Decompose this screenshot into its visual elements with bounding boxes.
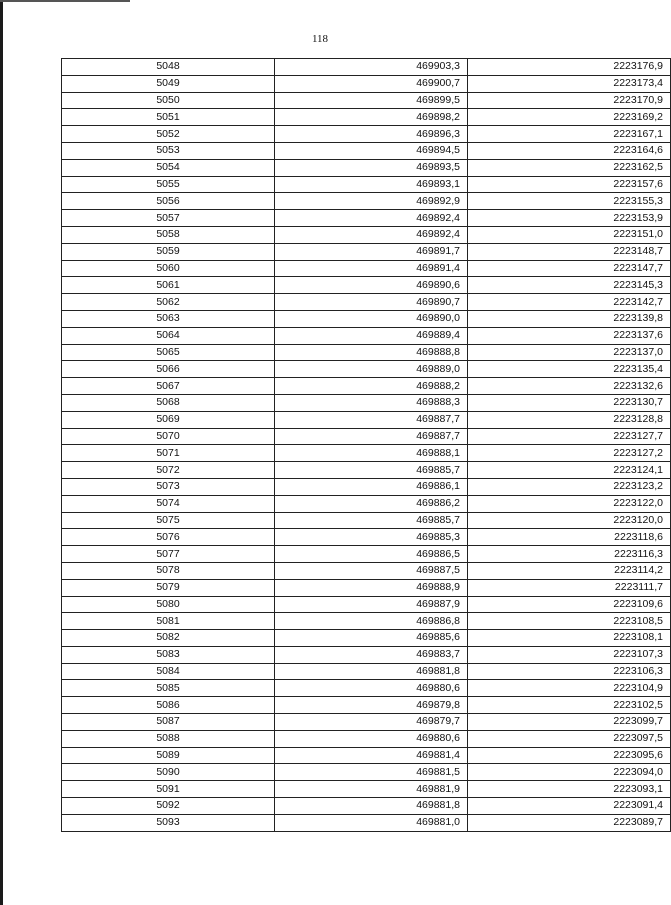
x-coordinate-cell: 469887,7 (275, 428, 468, 445)
x-coordinate-cell: 469891,7 (275, 243, 468, 260)
point-number-cell: 5085 (62, 680, 275, 697)
scan-top-edge (0, 0, 130, 2)
table-row (62, 394, 671, 411)
table-row (62, 445, 671, 462)
table-row (62, 327, 671, 344)
table-row (62, 764, 671, 781)
x-coordinate-cell: 469889,0 (275, 361, 468, 378)
x-coordinate-cell: 469887,7 (275, 411, 468, 428)
table-row (62, 344, 671, 361)
point-number-cell: 5083 (62, 646, 275, 663)
point-number-cell: 5074 (62, 495, 275, 512)
table-row (62, 243, 671, 260)
table-row (62, 310, 671, 327)
x-coordinate-cell: 469885,3 (275, 529, 468, 546)
y-coordinate-cell: 2223151,0 (468, 226, 671, 243)
table-row (62, 529, 671, 546)
y-coordinate-cell: 2223107,3 (468, 646, 671, 663)
table-row (62, 277, 671, 294)
x-coordinate-cell: 469883,7 (275, 646, 468, 663)
x-coordinate-cell: 469893,1 (275, 176, 468, 193)
y-coordinate-cell: 2223139,8 (468, 310, 671, 327)
x-coordinate-cell: 469890,6 (275, 277, 468, 294)
y-coordinate-cell: 2223111,7 (468, 579, 671, 596)
y-coordinate-cell: 2223173,4 (468, 75, 671, 92)
x-coordinate-cell: 469891,4 (275, 260, 468, 277)
y-coordinate-cell: 2223170,9 (468, 92, 671, 109)
table-row (62, 159, 671, 176)
table-row (62, 193, 671, 210)
table-row (62, 512, 671, 529)
table-row (62, 176, 671, 193)
point-number-cell: 5066 (62, 361, 275, 378)
y-coordinate-cell: 2223142,7 (468, 294, 671, 311)
x-coordinate-cell: 469890,7 (275, 294, 468, 311)
table-row (62, 596, 671, 613)
point-number-cell: 5087 (62, 714, 275, 731)
point-number-cell: 5054 (62, 159, 275, 176)
x-coordinate-cell: 469899,5 (275, 92, 468, 109)
y-coordinate-cell: 2223153,9 (468, 210, 671, 227)
table-row (62, 663, 671, 680)
table-row (62, 781, 671, 798)
point-number-cell: 5070 (62, 428, 275, 445)
y-coordinate-cell: 2223137,0 (468, 344, 671, 361)
table-row (62, 462, 671, 479)
table-row (62, 714, 671, 731)
table-row (62, 59, 671, 76)
x-coordinate-cell: 469881,5 (275, 764, 468, 781)
y-coordinate-cell: 2223120,0 (468, 512, 671, 529)
y-coordinate-cell: 2223127,7 (468, 428, 671, 445)
table-row (62, 92, 671, 109)
x-coordinate-cell: 469903,3 (275, 59, 468, 76)
y-coordinate-cell: 2223157,6 (468, 176, 671, 193)
point-number-cell: 5092 (62, 798, 275, 815)
table-row (62, 126, 671, 143)
point-number-cell: 5076 (62, 529, 275, 546)
point-number-cell: 5065 (62, 344, 275, 361)
x-coordinate-cell: 469885,7 (275, 462, 468, 479)
y-coordinate-cell: 2223095,6 (468, 747, 671, 764)
x-coordinate-cell: 469881,0 (275, 814, 468, 831)
x-coordinate-cell: 469881,4 (275, 747, 468, 764)
table-row (62, 613, 671, 630)
x-coordinate-cell: 469900,7 (275, 75, 468, 92)
x-coordinate-cell: 469880,6 (275, 680, 468, 697)
y-coordinate-cell: 2223169,2 (468, 109, 671, 126)
x-coordinate-cell: 469885,7 (275, 512, 468, 529)
point-number-cell: 5061 (62, 277, 275, 294)
point-number-cell: 5049 (62, 75, 275, 92)
table-row (62, 562, 671, 579)
x-coordinate-cell: 469886,1 (275, 478, 468, 495)
point-number-cell: 5069 (62, 411, 275, 428)
point-number-cell: 5071 (62, 445, 275, 462)
table-row (62, 680, 671, 697)
x-coordinate-cell: 469885,6 (275, 630, 468, 647)
point-number-cell: 5050 (62, 92, 275, 109)
table-row (62, 747, 671, 764)
point-number-cell: 5077 (62, 546, 275, 563)
x-coordinate-cell: 469880,6 (275, 730, 468, 747)
point-number-cell: 5082 (62, 630, 275, 647)
point-number-cell: 5075 (62, 512, 275, 529)
y-coordinate-cell: 2223116,3 (468, 546, 671, 563)
y-coordinate-cell: 2223132,6 (468, 378, 671, 395)
point-number-cell: 5080 (62, 596, 275, 613)
x-coordinate-cell: 469881,9 (275, 781, 468, 798)
y-coordinate-cell: 2223130,7 (468, 394, 671, 411)
point-number-cell: 5052 (62, 126, 275, 143)
x-coordinate-cell: 469887,5 (275, 562, 468, 579)
x-coordinate-cell: 469888,9 (275, 579, 468, 596)
y-coordinate-cell: 2223145,3 (468, 277, 671, 294)
x-coordinate-cell: 469888,2 (275, 378, 468, 395)
table-row (62, 646, 671, 663)
x-coordinate-cell: 469893,5 (275, 159, 468, 176)
x-coordinate-cell: 469892,4 (275, 210, 468, 227)
x-coordinate-cell: 469879,8 (275, 697, 468, 714)
x-coordinate-cell: 469879,7 (275, 714, 468, 731)
point-number-cell: 5086 (62, 697, 275, 714)
point-number-cell: 5072 (62, 462, 275, 479)
y-coordinate-cell: 2223124,1 (468, 462, 671, 479)
y-coordinate-cell: 2223102,5 (468, 697, 671, 714)
table-row (62, 546, 671, 563)
y-coordinate-cell: 2223108,1 (468, 630, 671, 647)
y-coordinate-cell: 2223148,7 (468, 243, 671, 260)
y-coordinate-cell: 2223135,4 (468, 361, 671, 378)
point-number-cell: 5064 (62, 327, 275, 344)
table-row (62, 478, 671, 495)
table-row (62, 210, 671, 227)
y-coordinate-cell: 2223108,5 (468, 613, 671, 630)
table-row (62, 109, 671, 126)
table-row (62, 630, 671, 647)
point-number-cell: 5089 (62, 747, 275, 764)
table-row (62, 428, 671, 445)
coordinates-table (61, 58, 671, 832)
point-number-cell: 5068 (62, 394, 275, 411)
point-number-cell: 5056 (62, 193, 275, 210)
point-number-cell: 5057 (62, 210, 275, 227)
y-coordinate-cell: 2223167,1 (468, 126, 671, 143)
y-coordinate-cell: 2223114,2 (468, 562, 671, 579)
point-number-cell: 5088 (62, 730, 275, 747)
y-coordinate-cell: 2223104,9 (468, 680, 671, 697)
y-coordinate-cell: 2223122,0 (468, 495, 671, 512)
x-coordinate-cell: 469887,9 (275, 596, 468, 613)
y-coordinate-cell: 2223106,3 (468, 663, 671, 680)
point-number-cell: 5084 (62, 663, 275, 680)
x-coordinate-cell: 469886,5 (275, 546, 468, 563)
x-coordinate-cell: 469881,8 (275, 798, 468, 815)
table-row (62, 378, 671, 395)
y-coordinate-cell: 2223128,8 (468, 411, 671, 428)
table-row (62, 260, 671, 277)
point-number-cell: 5081 (62, 613, 275, 630)
y-coordinate-cell: 2223147,7 (468, 260, 671, 277)
y-coordinate-cell: 2223162,5 (468, 159, 671, 176)
y-coordinate-cell: 2223091,4 (468, 798, 671, 815)
y-coordinate-cell: 2223109,6 (468, 596, 671, 613)
x-coordinate-cell: 469892,4 (275, 226, 468, 243)
point-number-cell: 5073 (62, 478, 275, 495)
x-coordinate-cell: 469890,0 (275, 310, 468, 327)
x-coordinate-cell: 469888,3 (275, 394, 468, 411)
table-row (62, 798, 671, 815)
table-row (62, 411, 671, 428)
point-number-cell: 5060 (62, 260, 275, 277)
point-number-cell: 5093 (62, 814, 275, 831)
y-coordinate-cell: 2223137,6 (468, 327, 671, 344)
y-coordinate-cell: 2223094,0 (468, 764, 671, 781)
table-row (62, 495, 671, 512)
point-number-cell: 5067 (62, 378, 275, 395)
x-coordinate-cell: 469888,8 (275, 344, 468, 361)
y-coordinate-cell: 2223089,7 (468, 814, 671, 831)
table-row (62, 142, 671, 159)
y-coordinate-cell: 2223127,2 (468, 445, 671, 462)
point-number-cell: 5090 (62, 764, 275, 781)
point-number-cell: 5048 (62, 59, 275, 76)
x-coordinate-cell: 469896,3 (275, 126, 468, 143)
x-coordinate-cell: 469894,5 (275, 142, 468, 159)
point-number-cell: 5079 (62, 579, 275, 596)
page-number: 118 (311, 33, 329, 45)
x-coordinate-cell: 469888,1 (275, 445, 468, 462)
y-coordinate-cell: 2223155,3 (468, 193, 671, 210)
table-row (62, 294, 671, 311)
y-coordinate-cell: 2223099,7 (468, 714, 671, 731)
scan-left-edge (0, 0, 3, 905)
table-row (62, 579, 671, 596)
y-coordinate-cell: 2223093,1 (468, 781, 671, 798)
x-coordinate-cell: 469886,8 (275, 613, 468, 630)
table-row (62, 814, 671, 831)
point-number-cell: 5059 (62, 243, 275, 260)
table-row (62, 361, 671, 378)
x-coordinate-cell: 469881,8 (275, 663, 468, 680)
y-coordinate-cell: 2223097,5 (468, 730, 671, 747)
point-number-cell: 5063 (62, 310, 275, 327)
x-coordinate-cell: 469886,2 (275, 495, 468, 512)
table-row (62, 226, 671, 243)
point-number-cell: 5078 (62, 562, 275, 579)
point-number-cell: 5053 (62, 142, 275, 159)
table-row (62, 697, 671, 714)
y-coordinate-cell: 2223123,2 (468, 478, 671, 495)
point-number-cell: 5051 (62, 109, 275, 126)
table-row (62, 75, 671, 92)
point-number-cell: 5058 (62, 226, 275, 243)
point-number-cell: 5055 (62, 176, 275, 193)
table-row (62, 730, 671, 747)
point-number-cell: 5091 (62, 781, 275, 798)
point-number-cell: 5062 (62, 294, 275, 311)
x-coordinate-cell: 469892,9 (275, 193, 468, 210)
x-coordinate-cell: 469898,2 (275, 109, 468, 126)
y-coordinate-cell: 2223176,9 (468, 59, 671, 76)
coordinates-table-body (62, 59, 671, 832)
x-coordinate-cell: 469889,4 (275, 327, 468, 344)
y-coordinate-cell: 2223118,6 (468, 529, 671, 546)
y-coordinate-cell: 2223164,6 (468, 142, 671, 159)
